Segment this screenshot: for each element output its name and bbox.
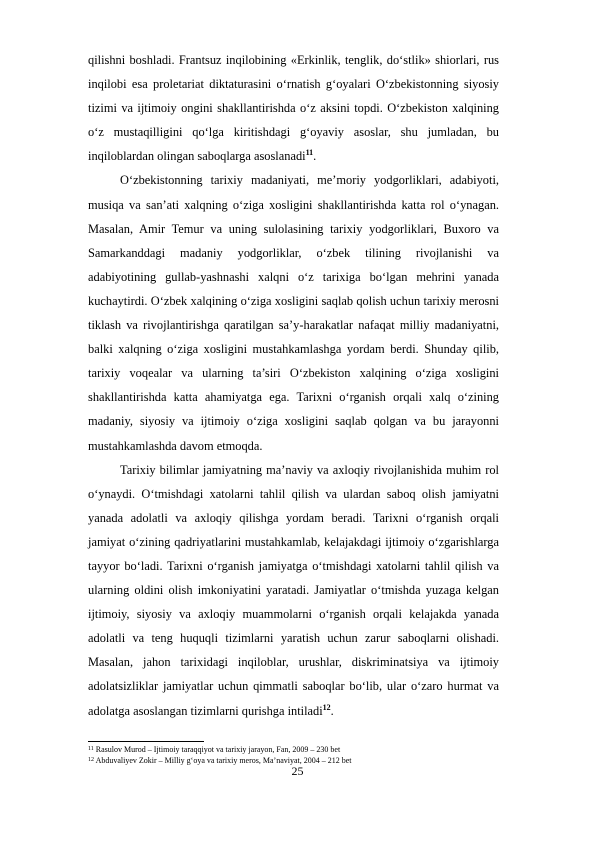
footnote-ref: 12: [322, 702, 331, 712]
footnote-ref: 11: [305, 148, 314, 158]
footnotes: [88, 745, 508, 766]
paragraph-end-punct: .: [330, 703, 334, 718]
paragraph-text: Tarixiy bilimlar jamiyatning ma’naviy va axloqiy rivojlanishida muhim rol o‘ynaydi. O‘tmishdagi xatolarni tahlil qilish va ulardan saboq olish jamiyatni yanada adolatli va axloqiy qilishga yordam beradi. Tarixni o‘rganish orqali jamiyat o‘zining qadriyatlarini mustahkamlab, kelajakdagi ijtimoiy o‘zgarishlarga tayyor bo‘ladi. Tarixni o‘rganish jamiyatga o‘tmishdagi xatolarni tahlil qilish va ularning oldini olish imkoniyatini yaratadi. Jamiyatlar o‘tmishda yuzaga kelgan ijtimoiy, siyosiy va axloqiy muammolarni o‘rganish orqali kelajakda yanada adolatli va teng huquqli tizimlarni yaratish uchun zarur saboqlarni olishadi. Masalan, jahon tarixidagi inqiloblar, urushlar, diskriminatsiya va ijtimoiy adolatsizliklar jamiyatlar uchun qimmatli saboqlar bo‘lib, ular o‘zaro hurmat va adolatga asoslangan tizimlarni qurishga intiladi: [88, 462, 499, 718]
footnote-number: 11: [88, 746, 94, 752]
footnote-number: 12: [88, 756, 94, 763]
document-body: [88, 48, 499, 723]
paragraph-end-punct: .: [313, 149, 317, 164]
page-number: 25: [291, 764, 304, 778]
paragraph-cultural-heritage: [88, 168, 499, 457]
paragraph-text: O‘zbekistonning tarixiy madaniyati, me’moriy yodgorliklari, adabiyoti, musiqa va san’ati xalqning o‘ziga xosligini shakllantirishda katta rol o‘ynagan. Masalan, Amir Temur va uning sulolasining tarixiy yodgorliklari, Buxoro va Samarkanddagi madaniy yodgorliklar, o‘zbek tilining rivojlanishi va adabiyotining gullab-yashnashi xalqni o‘z tarixiga bo‘lgan mehrini yanada kuchaytirdi. O‘zbek xalqining o‘ziga xosligini saqlab qolish uchun tarixiy merosni tiklash va rivojlantirishga qaratilgan sa’y-harakatlar nafaqat milliy madaniyatni, balki xalqning o‘ziga xosligini mustahkamlashga yordam berdi. Shunday qilib, tarixiy voqealar va ularning ta’siri O‘zbekiston xalqining o‘ziga xosligini shakllantirishda katta ahamiyatga ega. Tarixni o‘rganish orqali xalq o‘zining madaniy, siyosiy va ijtimoiy o‘ziga xosligini saqlab qolgan va bu jarayonni mustahkamlashda davom etmoqda.: [88, 173, 499, 453]
paragraph-historical-knowledge: [88, 458, 499, 723]
footnote-separator: [88, 741, 204, 742]
footnote-text: Rasulov Murod – Ijtimoiy taraqqiyot va tarixiy jarayon, Fan, 2009 – 230 bet: [95, 745, 341, 754]
footnote-11: [88, 745, 508, 756]
paragraph-continuation: [88, 48, 499, 168]
footnote-text: Abduvaliyev Zokir – Milliy g‘oya va tarixiy meros, Ma’naviyat, 2004 – 212 bet: [95, 755, 352, 765]
paragraph-text: qilishni boshladi. Frantsuz inqilobining «Erkinlik, tenglik, do‘stlik» shiorlari, rus inqilobi esa proletariat diktaturasini o‘rnatish g‘oyalari O‘zbekistonning siyosiy tizimi va ijtimoiy ongini shakllantirishda o‘z aksini topdi. O‘zbekiston xalqining o‘z mustaqilligini qo‘lga kiritishdagi g‘oyaviy asoslar, shu jumladan, bu inqiloblardan olingan saboqlarga asoslanadi: [88, 53, 499, 164]
